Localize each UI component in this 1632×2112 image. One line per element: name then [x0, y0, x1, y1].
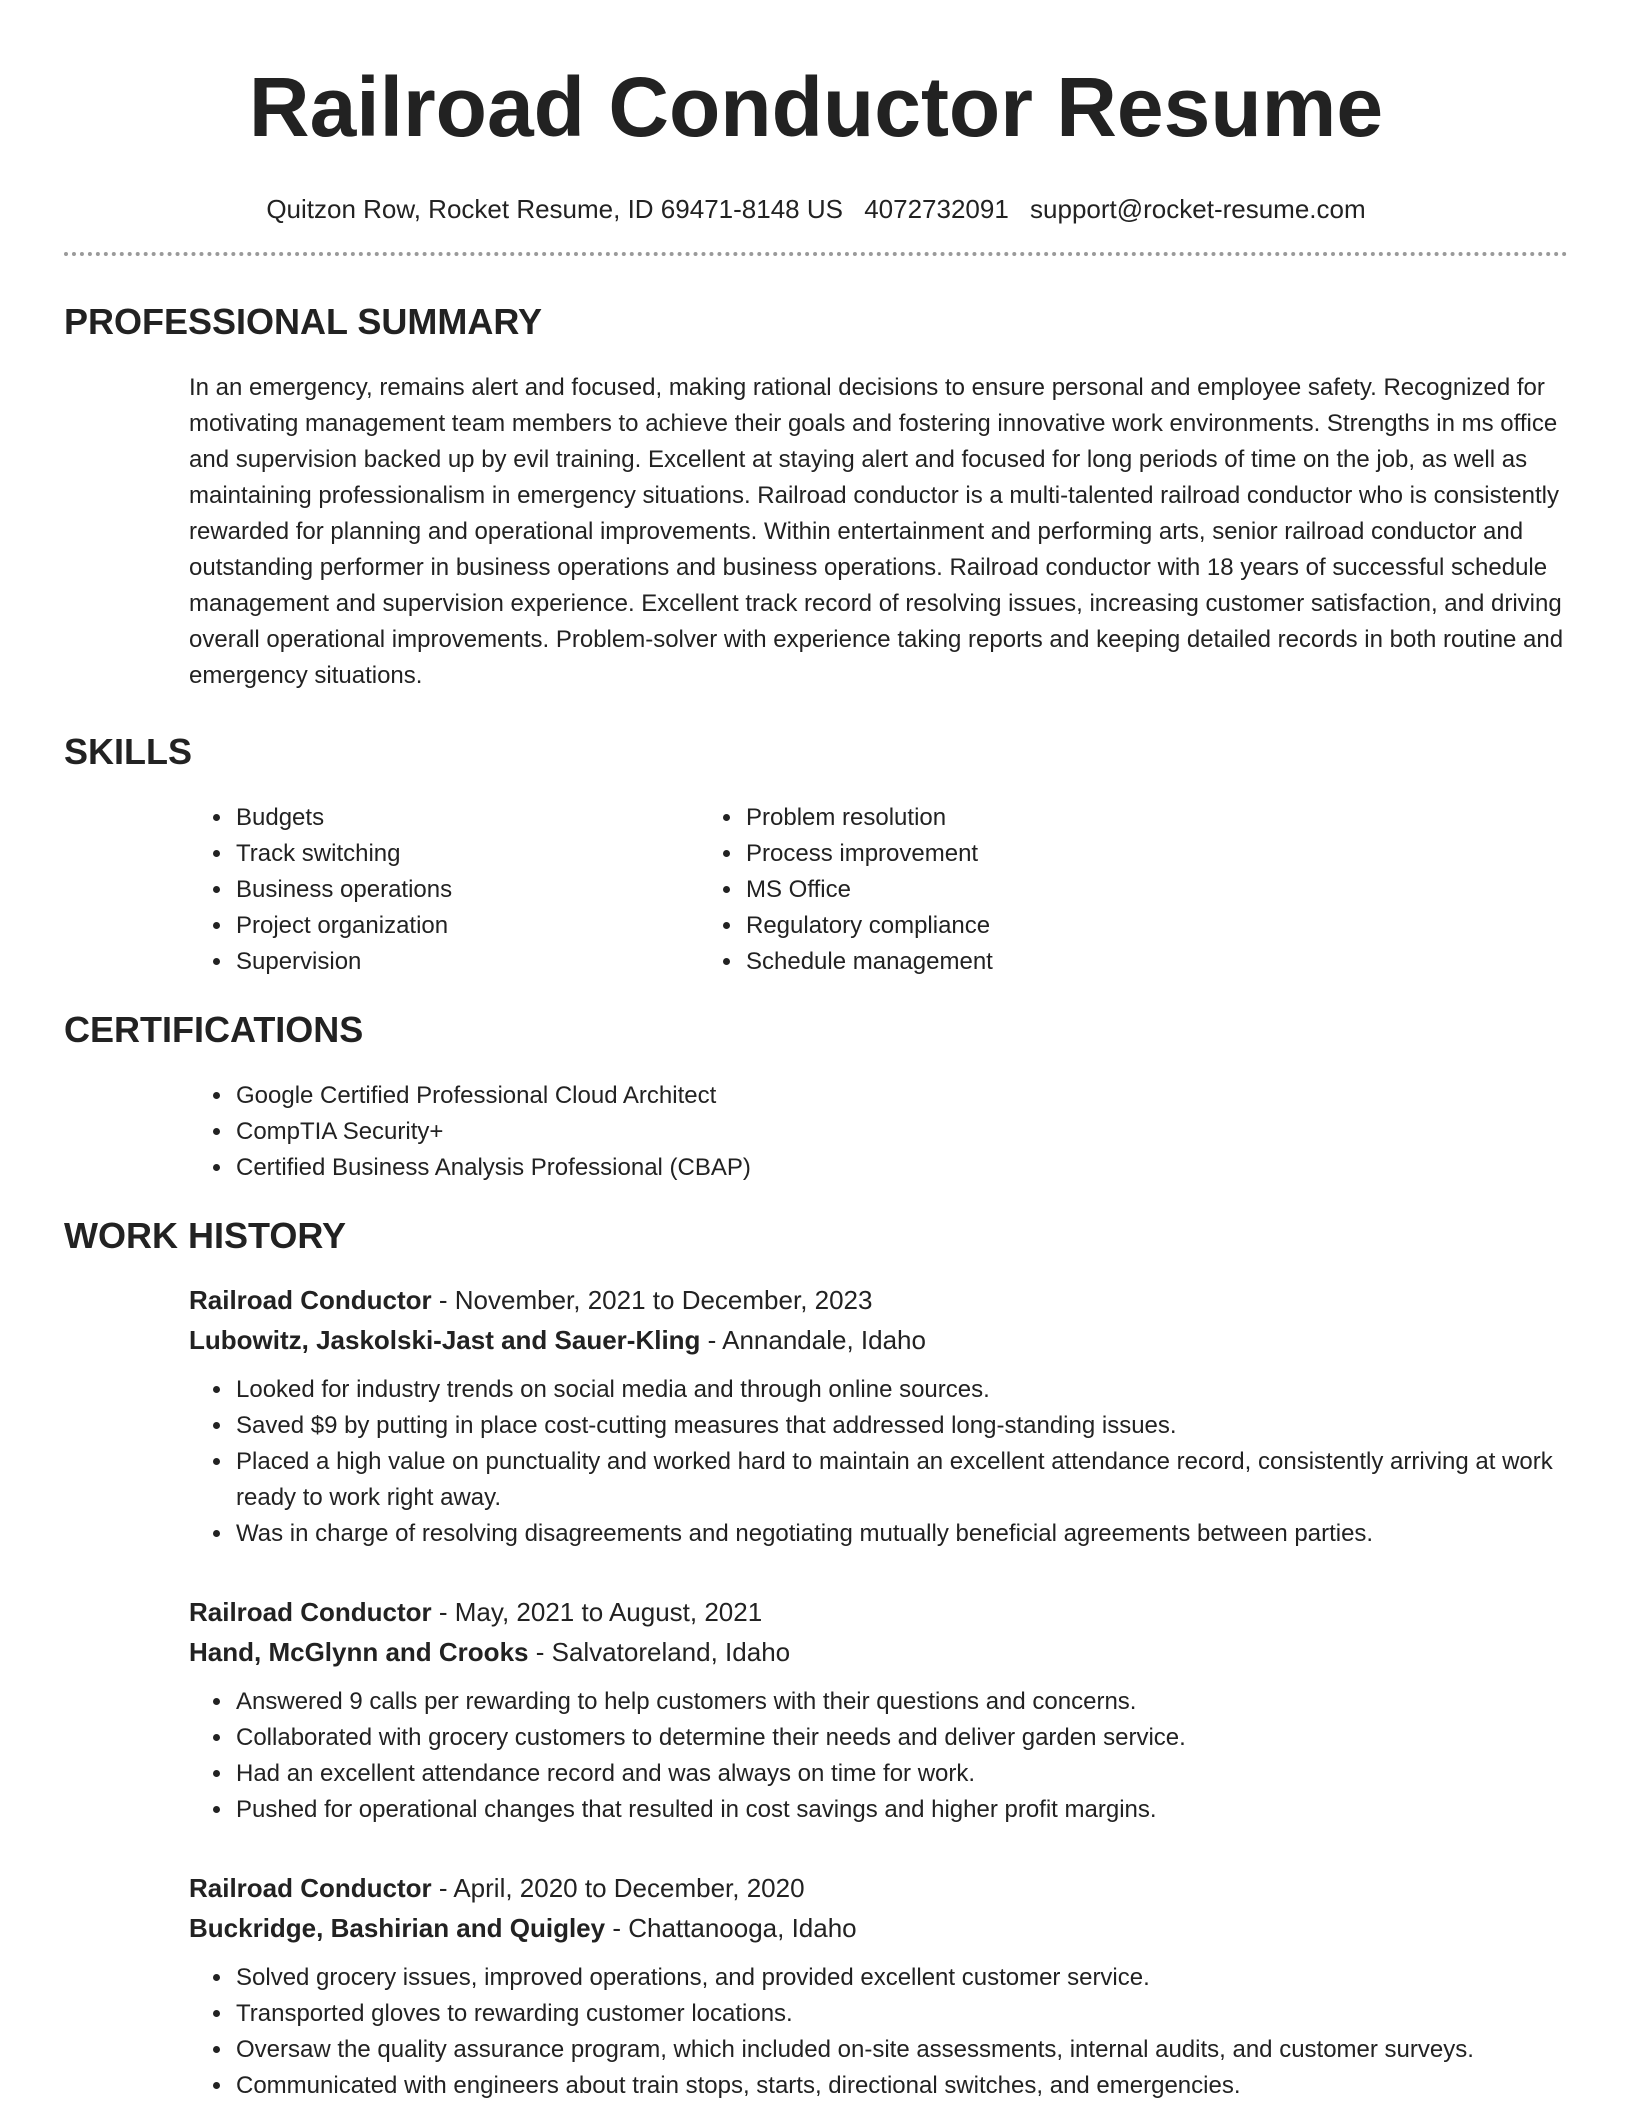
- job-entry: [64, 1868, 1568, 2104]
- list-item: • Project organization: [234, 908, 744, 944]
- job-role-line: [64, 1868, 1568, 1908]
- list-item: • Saved $9 by putting in place cost-cutting measures that addressed long-standing issues.: [234, 1408, 1568, 1444]
- skills-heading: SKILLS: [64, 731, 193, 772]
- skills-list-left: [234, 800, 744, 980]
- job-company-line: [64, 1320, 1568, 1360]
- skills-section: [64, 730, 1568, 980]
- certifications-list: [64, 1078, 1568, 1186]
- job-company: Lubowitz, Jaskolski-Jast and Sauer-Kling: [189, 1325, 701, 1355]
- job-role: Railroad Conductor: [189, 1285, 432, 1315]
- job-role: Railroad Conductor: [189, 1597, 432, 1627]
- header-divider: [64, 252, 1568, 256]
- list-item: • Track switching: [234, 836, 744, 872]
- resume-title: Railroad Conductor Resume: [248, 60, 1384, 154]
- list-item: • Process improvement: [744, 836, 1254, 872]
- list-item: • Certified Business Analysis Professional (CBAP): [234, 1150, 1568, 1186]
- job-duties-list: [64, 1372, 1568, 1552]
- job-dates: - April, 2020 to December, 2020: [431, 1873, 805, 1903]
- list-item: • MS Office: [744, 872, 1254, 908]
- summary-heading: PROFESSIONAL SUMMARY: [64, 301, 543, 342]
- work-history-heading: WORK HISTORY: [64, 1215, 347, 1256]
- list-item: • Oversaw the quality assurance program, which included on-site assessments, internal audits, and customer surveys.: [234, 2032, 1568, 2068]
- job-company-line: [64, 1908, 1568, 1948]
- job-dates: - May, 2021 to August, 2021: [431, 1597, 763, 1627]
- list-item: • Google Certified Professional Cloud Architect: [234, 1078, 1568, 1114]
- job-company: Hand, McGlynn and Crooks: [189, 1637, 529, 1667]
- job-role: Railroad Conductor: [189, 1873, 432, 1903]
- summary-text: In an emergency, remains alert and focused, making rational decisions to ensure personal and employee safety. Recognized for motivating management team members to achieve their goals and fostering innovative work environments. Strengths in ms office and supervision backed up by evil training. Excellent at staying alert and focused for long periods of time on the job, as well as maintaining professionalism in emergency situations. Railroad conductor is a multi-talented railroad conductor who is consistently rewarded for planning and operational improvements. Within entertainment and performing arts, senior railroad conductor and outstanding performer in business operations and business operations. Railroad conductor with 18 years of successful schedule management and supervision experience. Excellent track record of resolving issues, increasing customer satisfaction, and driving overall operational improvements. Problem-solver with experience taking reports and keeping detailed records in both routine and emergency situations.: [189, 374, 1564, 689]
- list-item: • Collaborated with grocery customers to determine their needs and deliver garden service.: [234, 1720, 1568, 1756]
- list-item: • Problem resolution: [744, 800, 1254, 836]
- list-item: • Supervision: [234, 944, 744, 980]
- job-company: Buckridge, Bashirian and Quigley: [189, 1913, 606, 1943]
- list-item: • Schedule management: [744, 944, 1254, 980]
- list-item: • Communicated with engineers about train stops, starts, directional switches, and emergencies.: [234, 2068, 1568, 2104]
- job-location: - Salvatoreland, Idaho: [528, 1637, 791, 1667]
- list-item: • CompTIA Security+: [234, 1114, 1568, 1150]
- list-item: • Transported gloves to rewarding customer locations.: [234, 1996, 1568, 2032]
- contact-line: [64, 192, 1568, 226]
- summary-section: [64, 300, 1568, 694]
- job-dates: - November, 2021 to December, 2023: [431, 1285, 873, 1315]
- contact-email: support@rocket-resume.com: [1030, 194, 1366, 224]
- list-item: • Business operations: [234, 872, 744, 908]
- job-location: - Annandale, Idaho: [700, 1325, 926, 1355]
- job-role-line: [64, 1592, 1568, 1632]
- skills-columns: [64, 800, 1568, 980]
- job-entry: [64, 1280, 1568, 1552]
- contact-phone: 4072732091: [864, 194, 1009, 224]
- job-duties-list: [64, 1960, 1568, 2104]
- skills-list-right: [744, 800, 1254, 980]
- job-location: - Chattanooga, Idaho: [605, 1913, 857, 1943]
- job-company-line: [64, 1632, 1568, 1672]
- contact-address: Quitzon Row, Rocket Resume, ID 69471-8148 US: [266, 194, 843, 224]
- list-item: • Solved grocery issues, improved operations, and provided excellent customer service.: [234, 1960, 1568, 1996]
- job-entry: [64, 1592, 1568, 1828]
- list-item: • Budgets: [234, 800, 744, 836]
- list-item: • Answered 9 calls per rewarding to help customers with their questions and concerns.: [234, 1684, 1568, 1720]
- certifications-section: [64, 1008, 1568, 1186]
- list-item: • Looked for industry trends on social media and through online sources.: [234, 1372, 1568, 1408]
- job-duties-list: [64, 1684, 1568, 1828]
- job-role-line: [64, 1280, 1568, 1320]
- list-item: • Regulatory compliance: [744, 908, 1254, 944]
- certifications-heading: CERTIFICATIONS: [64, 1009, 364, 1050]
- list-item: • Had an excellent attendance record and was always on time for work.: [234, 1756, 1568, 1792]
- list-item: • Was in charge of resolving disagreements and negotiating mutually beneficial agreements between parties.: [234, 1516, 1568, 1552]
- work-history-section: [64, 1214, 1568, 2104]
- list-item: • Placed a high value on punctuality and worked hard to maintain an excellent attendance record, consistently arriving at work ready to work right away.: [234, 1444, 1568, 1516]
- list-item: • Pushed for operational changes that resulted in cost savings and higher profit margins.: [234, 1792, 1568, 1828]
